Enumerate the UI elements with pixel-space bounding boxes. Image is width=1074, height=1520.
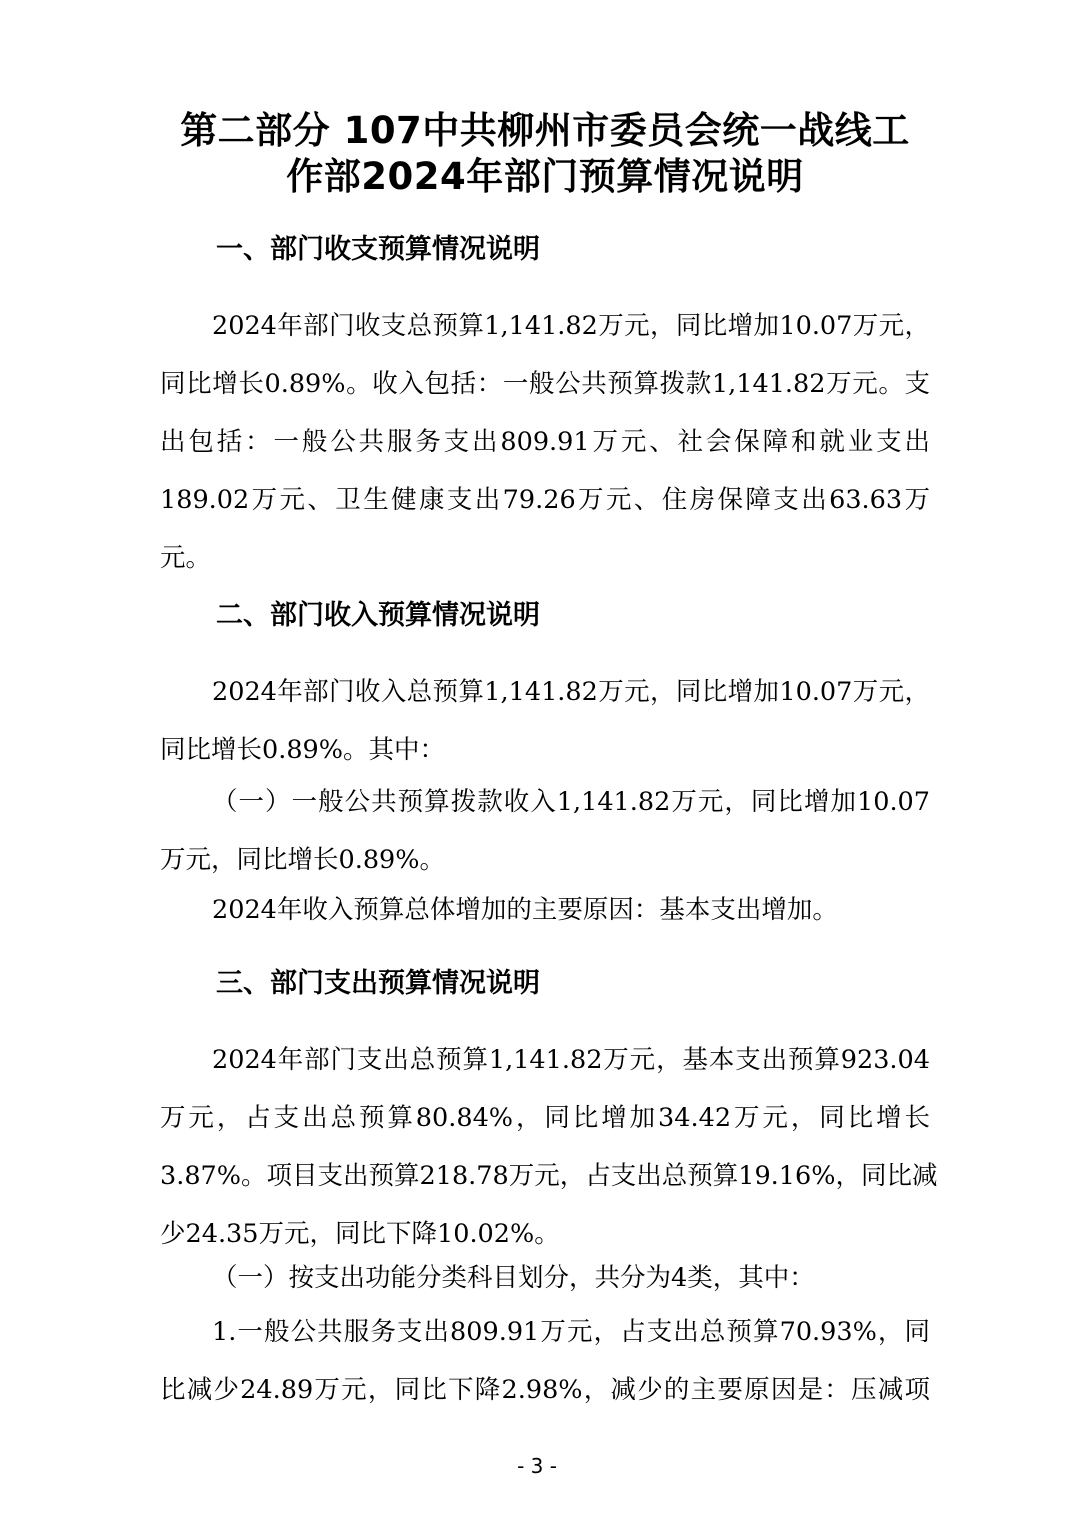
paragraph-line: 万元，占支出总预算80.84%，同比增加34.42万元，同比增长 — [160, 1103, 930, 1133]
paragraph-line: 同比增长0.89%。收入包括：一般公共预算拨款1,141.82万元。支 — [160, 369, 930, 399]
paragraph-line: 少24.35万元，同比下降10.02%。 — [160, 1219, 560, 1249]
section-heading-2: 二、部门收入预算情况说明 — [216, 600, 540, 631]
paragraph-line: 3.87%。项目支出预算218.78万元，占支出总预算19.16%，同比减 — [160, 1161, 938, 1191]
paragraph-line: （一）按支出功能分类科目划分，共分为4类，其中： — [212, 1263, 815, 1293]
paragraph-line: 出包括：一般公共服务支出809.91万元、社会保障和就业支出 — [160, 427, 930, 457]
section-3-paragraph-3 — [160, 1303, 930, 1419]
section-3-paragraph-2 — [160, 1249, 930, 1307]
paragraph-line: 同比增长0.89%。其中： — [160, 735, 446, 765]
section-1-paragraph-1 — [160, 297, 930, 587]
paragraph-line: 2024年部门收支总预算1,141.82万元，同比增加10.07万元， — [212, 311, 930, 341]
page-number: - 3 - — [517, 1454, 557, 1478]
section-2-paragraph-2 — [160, 773, 930, 889]
paragraph-line: 万元，同比增长0.89%。 — [160, 845, 446, 875]
paragraph-line: 2024年部门收入总预算1,141.82万元，同比增加10.07万元， — [212, 677, 930, 707]
paragraph-line: 2024年收入预算总体增加的主要原因：基本支出增加。 — [212, 895, 838, 925]
section-heading-3: 三、部门支出预算情况说明 — [216, 968, 540, 999]
section-3-paragraph-1 — [160, 1031, 938, 1263]
page-title-line-1: 第二部分 107中共柳州市委员会统一战线工 — [180, 109, 910, 152]
paragraph-line: 元。 — [160, 543, 212, 573]
section-heading-1: 一、部门收支预算情况说明 — [216, 234, 540, 265]
paragraph-line: 2024年部门支出总预算1,141.82万元，基本支出预算923.04 — [212, 1045, 930, 1075]
section-2-paragraph-3 — [160, 881, 930, 939]
page-title — [150, 108, 940, 200]
paragraph-line: 189.02万元、卫生健康支出79.26万元、住房保障支出63.63万 — [160, 485, 930, 515]
page-title-line-2: 作部2024年部门预算情况说明 — [286, 155, 804, 198]
section-2-paragraph-1 — [160, 663, 930, 779]
paragraph-line: （一）一般公共预算拨款收入1,141.82万元，同比增加10.07 — [212, 787, 930, 817]
paragraph-line: 1.一般公共服务支出809.91万元，占支出总预算70.93%，同 — [212, 1317, 930, 1347]
paragraph-line: 比减少24.89万元，同比下降2.98%，减少的主要原因是：压减项 — [160, 1375, 930, 1405]
